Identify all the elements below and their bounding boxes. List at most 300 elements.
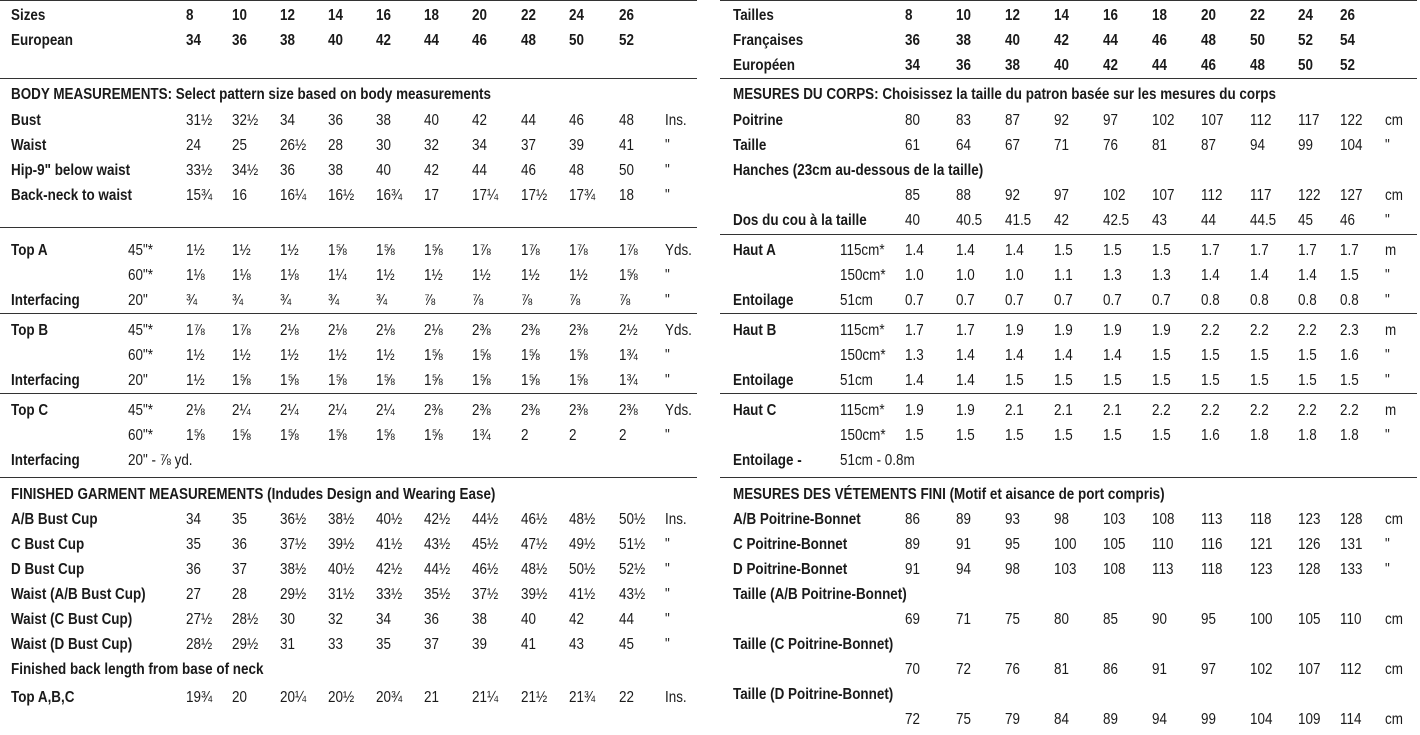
table-cell: 71 — [1054, 137, 1069, 154]
table-cell: 33 — [328, 636, 343, 653]
unit: cm — [1385, 187, 1403, 204]
table-cell: 1.5 — [1103, 372, 1122, 389]
row-label: Waist (D Bust Cup) — [11, 636, 133, 653]
table-cell: 1.7 — [1298, 242, 1317, 259]
table-cell: 99 — [1298, 137, 1313, 154]
table-cell: 32 — [424, 137, 439, 154]
table-cell: 48 — [1201, 32, 1216, 49]
table-cell: 91 — [1152, 661, 1167, 678]
table-cell: 102 — [1250, 661, 1273, 678]
table-cell: 22 — [619, 689, 634, 706]
table-cell: 35 — [376, 636, 391, 653]
table-cell: 1.0 — [1005, 267, 1024, 284]
table-cell: 1¾ — [619, 372, 638, 389]
table-row — [0, 582, 700, 607]
table-cell: 39½ — [521, 586, 548, 603]
row-label: Haut B — [733, 322, 777, 339]
table-row — [720, 318, 1420, 343]
table-cell: 1⅝ — [424, 242, 443, 259]
table-cell: 38½ — [280, 561, 307, 578]
table-row — [0, 263, 700, 288]
table-cell: 20 — [232, 689, 247, 706]
table-cell: 25 — [232, 137, 247, 154]
table-row — [720, 632, 1420, 657]
table-cell: 27½ — [186, 611, 213, 628]
table-cell: 1.5 — [1054, 372, 1073, 389]
row-label: Taille — [733, 137, 767, 154]
table-cell: 1½ — [472, 267, 491, 284]
table-cell: 1.5 — [1103, 427, 1122, 444]
table-cell: 104 — [1340, 137, 1363, 154]
table-cell: 0.7 — [1152, 292, 1171, 309]
fabric-width: 45"* — [128, 322, 153, 339]
table-row — [720, 82, 1420, 107]
table-cell: 0.7 — [1103, 292, 1122, 309]
table-cell: 36 — [424, 611, 439, 628]
table-cell: 1.8 — [1250, 427, 1269, 444]
table-cell: 1½ — [328, 347, 347, 364]
table-cell: 1½ — [424, 267, 443, 284]
table-cell: 43½ — [619, 586, 646, 603]
table-cell: 20 — [1201, 7, 1216, 24]
table-cell: 40 — [376, 162, 391, 179]
table-cell: 31½ — [186, 112, 213, 129]
table-cell: 42 — [1103, 57, 1118, 74]
table-cell: 33½ — [186, 162, 213, 179]
row-label: A/B Bust Cup — [11, 511, 98, 528]
table-cell: 1.5 — [1298, 347, 1317, 364]
table-cell: 18 — [619, 187, 634, 204]
fabric-width: 20" — [128, 372, 148, 389]
table-cell: 1⅝ — [424, 427, 443, 444]
table-row — [0, 423, 700, 448]
table-cell: 1.5 — [1152, 372, 1171, 389]
table-cell: 44 — [1201, 212, 1216, 229]
unit: " — [1385, 536, 1390, 553]
table-cell: 44½ — [472, 511, 499, 528]
row-label: Interfacing — [11, 292, 80, 309]
section-heading: BODY MEASUREMENTS: Select pattern size based on body measurements — [11, 86, 491, 103]
table-cell: 27 — [186, 586, 201, 603]
table-cell: 50 — [1250, 32, 1265, 49]
table-cell: 2 — [619, 427, 627, 444]
table-cell: 0.7 — [956, 292, 975, 309]
table-cell: 30 — [280, 611, 295, 628]
table-cell: 92 — [1054, 112, 1069, 129]
table-cell: 1.4 — [905, 242, 924, 259]
table-cell: 26 — [619, 7, 634, 24]
fabric-width: 115cm* — [840, 242, 885, 259]
fabric-width: 150cm* — [840, 347, 886, 364]
table-cell: 1⅞ — [472, 242, 491, 259]
table-cell: 1.5 — [1054, 427, 1073, 444]
table-cell: ¾ — [186, 292, 198, 309]
unit: Yds. — [665, 322, 692, 339]
table-cell: 91 — [956, 536, 971, 553]
table-cell: 1.8 — [1298, 427, 1317, 444]
table-cell: 38½ — [328, 511, 355, 528]
unit: cm — [1385, 112, 1403, 129]
table-row — [0, 685, 700, 710]
table-cell: 16½ — [328, 187, 355, 204]
table-cell: 2¼ — [328, 402, 347, 419]
unit: " — [665, 586, 670, 603]
table-cell: 36 — [280, 162, 295, 179]
unit: " — [665, 636, 670, 653]
table-cell: 112 — [1250, 112, 1272, 129]
table-cell: 42 — [472, 112, 487, 129]
table-cell: 1.9 — [1103, 322, 1122, 339]
table-cell: 1⅝ — [232, 427, 251, 444]
table-cell: 1.5 — [1201, 372, 1220, 389]
table-cell: 52½ — [619, 561, 646, 578]
table-cell: 1⅛ — [280, 267, 299, 284]
fabric-width: 60"* — [128, 427, 153, 444]
table-cell: 21¼ — [472, 689, 499, 706]
table-cell: 42 — [424, 162, 439, 179]
unit: Ins. — [665, 511, 687, 528]
table-cell: 46 — [1201, 57, 1216, 74]
table-cell: 44 — [1152, 57, 1167, 74]
table-cell: 38 — [956, 32, 971, 49]
table-cell: 72 — [905, 711, 920, 728]
table-cell: 52 — [1340, 57, 1355, 74]
table-cell: 89 — [1103, 711, 1118, 728]
table-cell: 1.7 — [1201, 242, 1220, 259]
table-cell: 133 — [1340, 561, 1363, 578]
table-cell: 28 — [328, 137, 343, 154]
row-label: Dos du cou à la taille — [733, 212, 867, 229]
table-cell: 1.0 — [905, 267, 924, 284]
table-cell: 95 — [1005, 536, 1020, 553]
table-cell: 26½ — [280, 137, 307, 154]
table-cell: 8 — [186, 7, 194, 24]
table-cell: 98 — [1005, 561, 1020, 578]
table-cell: 0.7 — [905, 292, 924, 309]
table-cell: 127 — [1340, 187, 1363, 204]
table-cell: 1½ — [280, 242, 299, 259]
table-cell: 117 — [1250, 187, 1272, 204]
table-cell: 1.5 — [905, 427, 924, 444]
table-cell: 1½ — [186, 372, 205, 389]
table-cell: 80 — [905, 112, 920, 129]
table-cell: 32 — [328, 611, 343, 628]
table-cell: 1.4 — [1201, 267, 1220, 284]
table-row — [720, 682, 1420, 707]
row-label: Interfacing — [11, 452, 80, 469]
table-row — [0, 82, 700, 107]
table-cell: 43 — [569, 636, 584, 653]
table-row — [720, 288, 1420, 313]
table-cell: 1.4 — [905, 372, 924, 389]
table-cell: 28½ — [232, 611, 259, 628]
table-row — [0, 507, 700, 532]
unit: " — [665, 611, 670, 628]
table-cell: 102 — [1103, 187, 1126, 204]
fabric-width: 115cm* — [840, 322, 885, 339]
table-cell: 20½ — [328, 689, 355, 706]
table-cell: 46 — [521, 162, 536, 179]
table-cell: 18 — [424, 7, 439, 24]
table-cell: 89 — [956, 511, 971, 528]
section-rule — [720, 393, 1417, 394]
table-cell: 123 — [1298, 511, 1321, 528]
table-cell: 45½ — [472, 536, 499, 553]
table-cell: 1½ — [280, 347, 299, 364]
row-label: Entoilage — [733, 292, 794, 309]
table-cell: 1⅝ — [619, 267, 638, 284]
table-cell: 1.9 — [1054, 322, 1073, 339]
french-size-chart — [720, 0, 1420, 735]
table-cell: 52 — [1298, 32, 1313, 49]
table-cell: 1.3 — [905, 347, 924, 364]
table-cell: 46½ — [472, 561, 499, 578]
table-cell: 21½ — [521, 689, 548, 706]
fabric-width: 150cm* — [840, 267, 886, 284]
unit: " — [665, 137, 670, 154]
row-label: Entoilage - — [733, 452, 802, 469]
table-row — [720, 507, 1420, 532]
table-cell: 1⅝ — [328, 427, 347, 444]
table-cell: 69 — [905, 611, 920, 628]
row-label: Entoilage — [733, 372, 794, 389]
table-cell: 76 — [1103, 137, 1118, 154]
table-cell: 97 — [1201, 661, 1216, 678]
table-cell: 44 — [619, 611, 634, 628]
table-cell: 1⅝ — [472, 347, 491, 364]
unit: Yds. — [665, 402, 692, 419]
table-cell: 1⅝ — [186, 427, 205, 444]
table-cell: 114 — [1340, 711, 1362, 728]
table-cell: 1⅞ — [186, 322, 205, 339]
table-cell: 0.7 — [1054, 292, 1073, 309]
table-cell: 50½ — [569, 561, 596, 578]
table-row — [720, 53, 1420, 78]
table-cell: 36 — [186, 561, 201, 578]
table-cell: 39 — [569, 137, 584, 154]
table-cell: 2¼ — [376, 402, 395, 419]
table-cell: 8 — [905, 7, 913, 24]
table-cell: 29½ — [232, 636, 259, 653]
table-cell: 1⅝ — [424, 372, 443, 389]
row-label: Bust — [11, 112, 41, 129]
table-cell: 2.2 — [1298, 322, 1317, 339]
table-cell: 18 — [1152, 7, 1167, 24]
table-cell: 36 — [328, 112, 343, 129]
table-cell: 1.5 — [1005, 427, 1024, 444]
table-cell: 84 — [1054, 711, 1069, 728]
table-row — [0, 657, 700, 682]
table-cell: 1.5 — [1201, 347, 1220, 364]
table-row — [0, 482, 700, 507]
table-cell: ⅞ — [619, 292, 631, 309]
section-heading: MESURES DU CORPS: Choisissez la taille du patron basée sur les mesures du corps — [733, 86, 1276, 103]
row-label: Françaises — [733, 32, 804, 49]
table-cell: 35½ — [424, 586, 451, 603]
unit: cm — [1385, 611, 1403, 628]
table-cell: 39 — [472, 636, 487, 653]
section-rule — [0, 227, 697, 228]
table-cell: 1⅝ — [569, 347, 588, 364]
table-cell: 2.1 — [1005, 402, 1024, 419]
table-cell: 2⅜ — [472, 322, 491, 339]
unit: " — [665, 292, 670, 309]
row-label: D Bust Cup — [11, 561, 85, 578]
table-cell: 105 — [1103, 536, 1126, 553]
table-cell: 1⅝ — [472, 372, 491, 389]
unit: " — [665, 372, 670, 389]
table-cell: 95 — [1201, 611, 1216, 628]
table-cell: 122 — [1340, 112, 1363, 129]
table-cell: 37 — [424, 636, 439, 653]
table-cell: 126 — [1298, 536, 1321, 553]
table-cell: 28 — [232, 586, 247, 603]
table-cell: 1.5 — [1298, 372, 1317, 389]
table-cell: 1.3 — [1103, 267, 1122, 284]
table-cell: 42 — [569, 611, 584, 628]
table-cell: 37 — [521, 137, 536, 154]
table-cell: 1.5 — [1250, 372, 1269, 389]
fabric-width: 60"* — [128, 267, 153, 284]
table-cell: 16 — [232, 187, 247, 204]
table-row — [720, 398, 1420, 423]
table-cell: 1¾ — [472, 427, 491, 444]
table-cell: 94 — [1152, 711, 1167, 728]
table-cell: 22 — [521, 7, 536, 24]
table-row — [0, 532, 700, 557]
table-cell: 28½ — [186, 636, 213, 653]
table-cell: 42 — [1054, 32, 1069, 49]
unit: cm — [1385, 511, 1403, 528]
table-cell: 41½ — [569, 586, 596, 603]
table-cell: 2⅜ — [472, 402, 491, 419]
table-cell: 34 — [905, 57, 920, 74]
table-cell: 36 — [956, 57, 971, 74]
table-cell: 36½ — [280, 511, 307, 528]
table-cell: 1⅛ — [186, 267, 205, 284]
table-cell: 0.7 — [1005, 292, 1024, 309]
table-cell: 1.7 — [1250, 242, 1269, 259]
table-cell: 48½ — [521, 561, 548, 578]
table-cell: 40 — [424, 112, 439, 129]
table-cell: 2.2 — [1152, 402, 1171, 419]
unit: " — [665, 427, 670, 444]
section-heading: MESURES DES VÉTEMENTS FINI (Motif et aisance de port compris) — [733, 486, 1165, 503]
row-label: Poitrine — [733, 112, 784, 129]
row-label: European — [11, 32, 73, 49]
table-cell: 76 — [1005, 661, 1020, 678]
table-cell: 2⅜ — [569, 322, 588, 339]
row-label: A/B Poitrine-Bonnet — [733, 511, 861, 528]
table-cell: 105 — [1298, 611, 1321, 628]
table-cell: 71 — [956, 611, 971, 628]
table-cell: ⅞ — [424, 292, 436, 309]
table-row — [0, 288, 700, 313]
unit: Ins. — [665, 689, 687, 706]
table-cell: 15¾ — [186, 187, 213, 204]
table-cell: 0.8 — [1340, 292, 1359, 309]
table-cell: 46 — [569, 112, 584, 129]
table-cell: 24 — [569, 7, 584, 24]
table-cell: 1.5 — [1152, 242, 1171, 259]
table-cell: 116 — [1201, 536, 1223, 553]
table-cell: 42½ — [376, 561, 403, 578]
table-cell: ⅞ — [569, 292, 581, 309]
unit: " — [1385, 137, 1390, 154]
table-cell: 20¾ — [376, 689, 403, 706]
unit: cm — [1385, 711, 1403, 728]
table-cell: 35 — [232, 511, 247, 528]
table-cell: 88 — [956, 187, 971, 204]
table-cell: 30 — [376, 137, 391, 154]
table-cell: 39½ — [328, 536, 355, 553]
table-row — [720, 208, 1420, 233]
table-cell: 1.5 — [1152, 427, 1171, 444]
section-rule — [0, 0, 697, 1]
table-cell: 2⅜ — [619, 402, 638, 419]
table-row — [0, 448, 700, 473]
table-cell: 72 — [956, 661, 971, 678]
table-cell: 41 — [619, 137, 634, 154]
section-rule — [720, 0, 1417, 1]
table-cell: 70 — [905, 661, 920, 678]
table-row — [0, 318, 700, 343]
table-cell: 103 — [1103, 511, 1126, 528]
row-label: Top C — [11, 402, 49, 419]
table-cell: 94 — [1250, 137, 1265, 154]
table-cell: 2.2 — [1201, 322, 1220, 339]
table-cell: 1⅞ — [521, 242, 540, 259]
table-row — [0, 368, 700, 393]
table-row — [0, 133, 700, 158]
table-cell: 34 — [186, 511, 201, 528]
fabric-width: 51cm — [840, 292, 873, 309]
table-cell: 44 — [521, 112, 536, 129]
table-cell: 17¼ — [472, 187, 499, 204]
table-row — [0, 343, 700, 368]
table-cell: 36 — [232, 536, 247, 553]
table-cell: ¾ — [376, 292, 388, 309]
table-cell: 32½ — [232, 112, 259, 129]
table-cell: 83 — [956, 112, 971, 129]
table-cell: 46 — [472, 32, 487, 49]
table-cell: 41.5 — [1005, 212, 1032, 229]
table-cell: 121 — [1250, 536, 1273, 553]
table-cell: 34 — [186, 32, 201, 49]
table-cell: 48 — [619, 112, 634, 129]
table-cell: 21 — [424, 689, 439, 706]
table-cell: 44½ — [424, 561, 451, 578]
table-cell: ¾ — [328, 292, 340, 309]
table-cell: 20¼ — [280, 689, 307, 706]
table-cell: 40 — [1005, 32, 1020, 49]
section-rule — [0, 313, 697, 314]
row-label: Sizes — [11, 7, 46, 24]
table-cell: 1⅛ — [232, 267, 251, 284]
table-cell: 1.9 — [956, 402, 975, 419]
section-rule — [720, 313, 1417, 314]
fabric-width: 115cm* — [840, 402, 885, 419]
unit: " — [665, 267, 670, 284]
fabric-width: 51cm — [840, 372, 873, 389]
table-cell: 2¼ — [280, 402, 299, 419]
section-heading: Taille (C Poitrine-Bonnet) — [733, 636, 894, 653]
table-cell: 1.4 — [956, 347, 975, 364]
table-cell: 79 — [1005, 711, 1020, 728]
table-cell: 17 — [424, 187, 439, 204]
table-cell: 40½ — [376, 511, 403, 528]
table-cell: 1.5 — [956, 427, 975, 444]
